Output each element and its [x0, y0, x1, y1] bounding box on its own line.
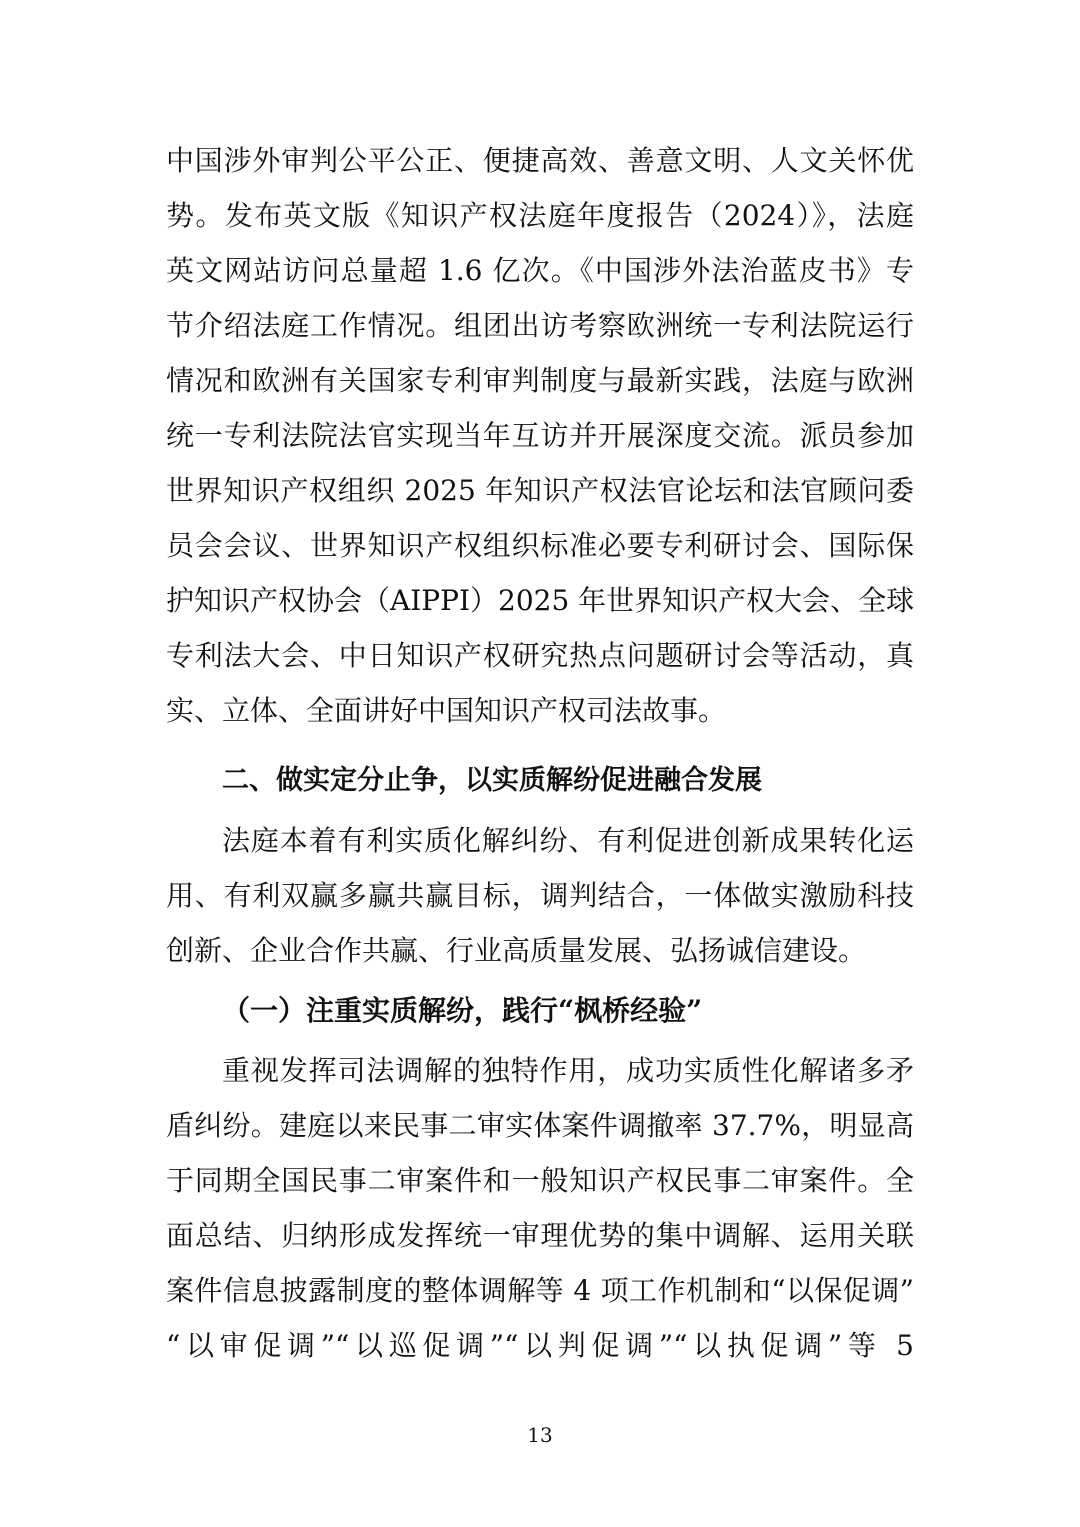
- paragraph-line: 专利法大会、中日知识产权研究热点问题研讨会等活动，真: [166, 639, 914, 672]
- paragraph-line-last: 创新、企业合作共赢、行业高质量发展、弘扬诚信建设。: [166, 934, 867, 967]
- paragraph-line: 势。发布英文版《知识产权法庭年度报告（2024）》，法庭: [166, 199, 914, 232]
- paragraph-line: 面总结、归纳形成发挥统一审理优势的集中调解、运用关联: [166, 1219, 914, 1252]
- paragraph-line: 英文网站访问总量超 1.6 亿次。《中国涉外法治蓝皮书》专: [166, 254, 914, 287]
- subsection-heading: （一）注重实质解纷，践行“枫桥经验”: [222, 994, 703, 1027]
- page-number: 13: [527, 1423, 553, 1447]
- paragraph-line: 于同期全国民事二审案件和一般知识产权民事二审案件。全: [166, 1164, 914, 1197]
- paragraph-line: 护知识产权协会（AIPPI）2025 年世界知识产权大会、全球: [166, 584, 914, 617]
- paragraph-line-last: 实、立体、全面讲好中国知识产权司法故事。: [166, 694, 727, 727]
- section-heading: 二、做实定分止争，以实质解纷促进融合发展: [222, 765, 762, 796]
- paragraph-line: “以审促调”“以巡促调”“以判促调”“以执促调”等 5: [166, 1329, 914, 1362]
- paragraph-line-first: 重视发挥司法调解的独特作用，成功实质性化解诸多矛: [222, 1054, 914, 1087]
- paragraph-line: 节介绍法庭工作情况。组团出访考察欧洲统一专利法院运行: [166, 309, 914, 342]
- paragraph-line-first: 法庭本着有利实质化解纠纷、有利促进创新成果转化运: [222, 824, 914, 857]
- paragraph-line: 员会会议、世界知识产权组织标准必要专利研讨会、国际保: [166, 529, 914, 562]
- paragraph-line: 盾纠纷。建庭以来民事二审实体案件调撤率 37.7%，明显高: [166, 1109, 914, 1142]
- paragraph-line: 情况和欧洲有关国家专利审判制度与最新实践，法庭与欧洲: [166, 364, 914, 397]
- paragraph-line: 案件信息披露制度的整体调解等 4 项工作机制和“以保促调”: [166, 1274, 914, 1307]
- paragraph-line: 世界知识产权组织 2025 年知识产权法官论坛和法官顾问委: [166, 474, 914, 507]
- paragraph-line: 用、有利双赢多赢共赢目标，调判结合，一体做实激励科技: [166, 879, 914, 912]
- paragraph-line: 中国涉外审判公平公正、便捷高效、善意文明、人文关怀优: [166, 144, 914, 177]
- paragraph-line: 统一专利法院法官实现当年互访并开展深度交流。派员参加: [166, 419, 914, 452]
